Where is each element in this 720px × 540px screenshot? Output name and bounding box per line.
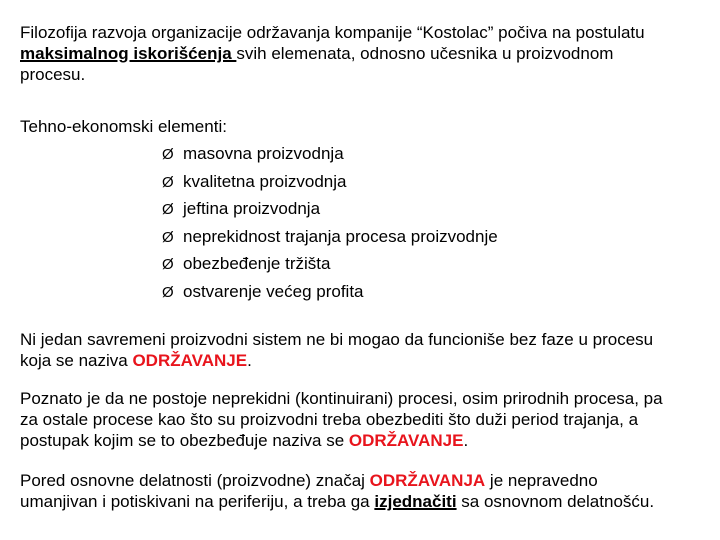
list-item-text: obezbeđenje tržišta	[183, 254, 331, 273]
highlight-text: ODRŽAVANJA	[369, 471, 486, 490]
list-item	[162, 253, 330, 275]
text-line: Ni jedan savremeni proizvodni sistem ne bi mogao da funcioniše bez faze u procesu	[20, 330, 654, 349]
list-item	[162, 198, 320, 220]
list-item-text: neprekidnost trajanja procesa proizvodnje	[183, 227, 498, 246]
text: postupak kojim se to obezbeđuje naziva se	[20, 431, 349, 450]
text: .	[463, 431, 469, 450]
text: svih elemenata, odnosno učesnika u proizvodnom	[236, 44, 614, 63]
text-line: Filozofija razvoja organizacije održavanja kompanije “Kostolac” počiva na postulatu	[20, 23, 645, 42]
section-heading: Tehno-ekonomski elementi:	[20, 117, 227, 136]
text: sa osnovnom delatnošću.	[456, 492, 655, 511]
text: je nepravedno	[485, 471, 598, 490]
text-line	[20, 430, 468, 451]
list-item-text: kvalitetna proizvodnja	[183, 172, 347, 191]
list-item	[162, 143, 344, 165]
arrow-bullet-icon: Ø	[162, 201, 174, 218]
list-item	[162, 171, 346, 193]
arrow-bullet-icon: Ø	[162, 174, 174, 191]
arrow-bullet-icon: Ø	[162, 256, 174, 273]
arrow-bullet-icon: Ø	[162, 284, 174, 301]
highlight-text: ODRŽAVANJE	[348, 431, 464, 450]
text: koja se naziva	[20, 351, 133, 370]
text-line	[20, 43, 613, 64]
list-item-text: jeftina proizvodnja	[183, 199, 321, 218]
text-line	[20, 491, 654, 512]
text-line: za ostale procese kao što su proizvodni treba obezbediti što duži period trajanja, a	[20, 410, 639, 429]
highlight-text: ODRŽAVANJE	[132, 351, 248, 370]
arrow-bullet-icon: Ø	[162, 146, 174, 163]
list-item-text: ostvarenje većeg profita	[183, 282, 364, 301]
text-line	[20, 470, 598, 491]
emphasis-text: maksimalnog iskorišćenja	[20, 44, 237, 63]
list-item	[162, 281, 364, 303]
text-line	[20, 350, 252, 371]
text-line: procesu.	[20, 65, 86, 84]
text: .	[247, 351, 252, 370]
list-item	[162, 226, 498, 248]
text-line: Poznato je da ne postoje neprekidni (kontinuirani) procesi, osim prirodnih procesa, pa	[20, 389, 663, 408]
arrow-bullet-icon: Ø	[162, 229, 174, 246]
list-item-text: masovna proizvodnja	[183, 144, 344, 163]
text: Pored osnovne delatnosti (proizvodne) značaj	[20, 471, 370, 490]
emphasis-text: izjednačiti	[374, 492, 457, 511]
text: umanjivan i potiskivani na periferiju, a treba ga	[20, 492, 375, 511]
